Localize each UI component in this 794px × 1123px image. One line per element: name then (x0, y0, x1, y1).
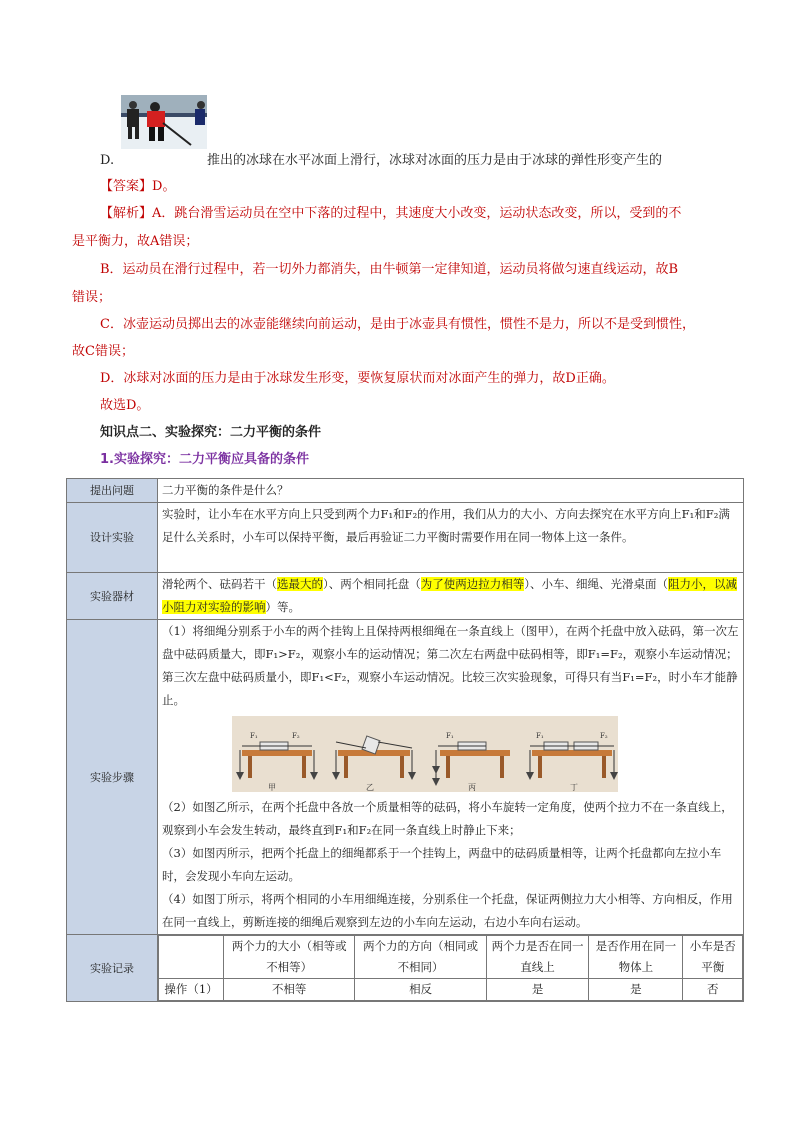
label-equipment: 实验器材 (67, 573, 158, 620)
fig-label-c: 丙 (468, 783, 476, 792)
design-text: 实验时，让小车在水平方向上只受到两个力F₁和F₂的作用，我们从力的大小、方向去探究在水平方向上F₁和F₂满足什么关系时，小车可以保持平衡，最后再验证二力平衡时需要作用在同一物体上这一条件。 (158, 503, 744, 573)
analysis-a (100, 200, 730, 228)
experiment-table (66, 478, 744, 1002)
row-record (67, 935, 744, 1002)
answer-value: D。 (152, 179, 176, 194)
question-text: 二力平衡的条件是什么？ (158, 479, 744, 503)
analysis-bracket: 【解析】 (100, 206, 153, 221)
fig-label-b: 乙 (366, 783, 374, 792)
equip-part-3: ）、小车、细绳、光滑桌面（ (524, 577, 668, 591)
analysis-conclusion: 故选D。 (100, 398, 150, 413)
analysis-b: B．运动员在滑行过程中，若一切外力都消失，由牛顿第一定律知道，运动员将做匀速直线运动，故B (100, 262, 679, 277)
record-header-4: 是否作用在同一物体上 (589, 936, 683, 979)
fig-d-f2: F₂ (600, 732, 608, 740)
record-cell-direction: 相反 (355, 979, 486, 1001)
step-4: （4）如图丁所示，将两个相同的小车用细绳连接，分别系住一个托盘，保证两侧拉力大小相等、方向相反，作用在同一直线上，剪断连接的细绳后观察到左边的小车向左运动，右边小车向右运动。 (162, 892, 733, 929)
fig-d-f1: F₁ (536, 732, 544, 740)
equipment-text (158, 573, 744, 620)
analysis-a-text: A．跳台滑雪运动员在空中下落的过程中，其速度大小改变，运动状态改变，所以，受到的不 (152, 206, 682, 221)
analysis-c2: 故C错误； (72, 344, 134, 359)
answer-bracket: 【答案】 (100, 179, 153, 194)
analysis-b2: 错误； (72, 290, 112, 305)
step-2: （2）如图乙所示，在两个托盘中各放一个质量相等的砝码，将小车旋转一定角度，使两个拉力不在一条直线上，观察到小车会发生转动，最终直到F₁和F₂在同一条直线上时静止下来； (162, 800, 733, 837)
option-d-text (207, 147, 767, 175)
experiment-figure (232, 716, 618, 792)
section-title: 知识点二、实验探究：二力平衡的条件 (100, 425, 322, 440)
record-cell-balance: 否 (683, 979, 743, 1001)
equip-part-4: ）等。 (265, 600, 300, 614)
equip-part-1: 滑轮两个、砝码若干（ (162, 577, 277, 591)
label-record: 实验记录 (67, 935, 158, 1002)
analysis-d: D．冰球对冰面的压力是由于冰球发生形变，要恢复原状而对冰面产生的弹力，故D正确。 (100, 371, 615, 386)
analysis-a2: 是平衡力，故A错误； (72, 234, 199, 249)
record-cell-op: 操作（1） (159, 979, 224, 1001)
row-design (67, 503, 744, 573)
record-header-blank (159, 936, 224, 979)
record-cell-line: 是 (486, 979, 589, 1001)
step-1: （1）将细绳分别系于小车的两个挂钩上且保持两根细绳在一条直线上（图甲），在两个托盘中放入砝码，第一次左盘中砝码质量大，即F₁>F₂，观察小车的运动情况；第二次左右两盘中砝码相等，即F₁=F₂，观察小车运动情况；第三次左盘中砝码质量小，即F₁<F₂，观察小车运动情况。比较三次实验现象，可得只有当F₁=F₂，时小车才能静止。 (162, 624, 739, 707)
label-design: 设计实验 (67, 503, 158, 573)
record-table (158, 935, 743, 1001)
equip-highlight-1: 选最大的 (277, 577, 323, 591)
record-cell (158, 935, 744, 1002)
record-cell-size: 不相等 (224, 979, 355, 1001)
fig-a-f1: F₁ (250, 732, 258, 740)
record-header-2: 两个力的方向（相同或不相同） (355, 936, 486, 979)
hockey-photo (121, 95, 207, 149)
analysis-c: C．冰壶运动员掷出去的冰壶能继续向前运动，是由于冰壶具有惯性，惯性不是力，所以不是受到惯性， (100, 317, 695, 332)
option-d-label: D. (100, 153, 115, 168)
step-3: （3）如图丙所示，把两个托盘上的细绳都系于一个挂钩上，两盘中的砝码质量相等，让两个托盘都向左拉小车时，会发现小车向左运动。 (162, 846, 722, 883)
option-d-statement: 推出的冰球在水平冰面上滑行，冰球对冰面的压力是由于冰球的弹性形变产生的 (207, 153, 663, 168)
record-cell-object: 是 (589, 979, 683, 1001)
answer-line (100, 173, 750, 201)
fig-label-d: 丁 (570, 783, 578, 792)
label-steps: 实验步骤 (67, 620, 158, 935)
fig-label-a: 甲 (268, 783, 276, 792)
label-question: 提出问题 (67, 479, 158, 503)
record-header-1: 两个力的大小（相等或不相等） (224, 936, 355, 979)
row-steps (67, 620, 744, 935)
subsection-title: 1.实验探究：二力平衡应具备的条件 (100, 452, 309, 467)
fig-a-f2: F₂ (292, 732, 300, 740)
equip-highlight-2: 为了使两边拉力相等 (420, 577, 525, 591)
equip-highlight-3: 阻力小，以减小阻力对实验的影响 (162, 577, 737, 614)
fig-c-f1: F₁ (446, 732, 454, 740)
record-header-3: 两个力是否在同一直线上 (486, 936, 589, 979)
equip-part-2: ）、两个相同托盘（ (323, 577, 421, 591)
record-header-row (159, 936, 743, 979)
steps-cell (158, 620, 744, 935)
row-equipment (67, 573, 744, 620)
record-header-5: 小车是否平衡 (683, 936, 743, 979)
record-data-row (159, 979, 743, 1001)
row-question (67, 479, 744, 503)
